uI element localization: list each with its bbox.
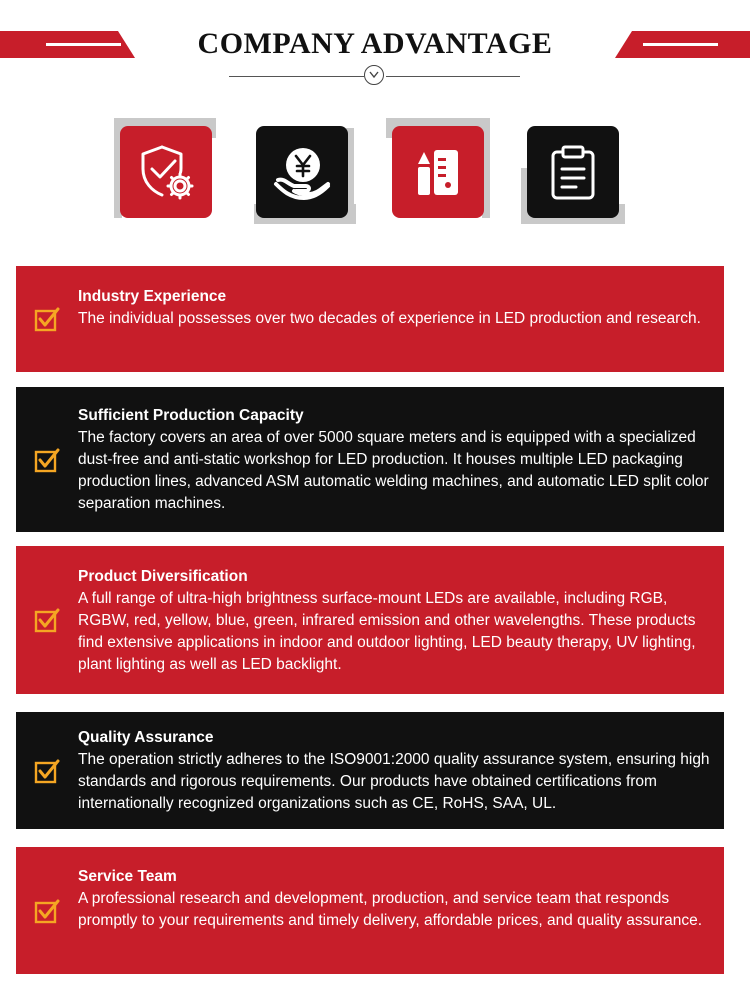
advantage-text: The individual possesses over two decades of experience in LED production and research. [78,310,701,327]
production-tools-tile [386,118,492,224]
checkbox-check-icon [34,898,60,924]
advantage-card-industry-experience [16,266,724,372]
checkbox-check-icon [34,306,60,332]
checkbox-check-icon [34,758,60,784]
advantage-card-quality-assurance [16,712,724,829]
checkbox-check-icon [34,607,60,633]
advantage-card-production-capacity [16,387,724,532]
chevron-down-icon [364,65,384,85]
clipboard-tile [521,118,627,224]
advantage-card-service-team [16,847,724,974]
advantage-title: Industry Experience [78,288,227,305]
advantage-title: Quality Assurance [78,729,214,746]
advantage-title: Service Team [78,868,177,885]
page-title: COMPANY ADVANTAGE [197,27,553,60]
advantage-text: A full range of ultra-high brightness surface-mount LEDs are available, including RGB, RGBW, red, yellow, blue, green, infrared emission and other wavelengths. These products find extensive applications in indoor and outdoor lighting, LED beauty therapy, UV lighting, plant lighting as well as LED backlight. [78,590,696,673]
shield-gear-tile [114,118,220,224]
advantage-text: A professional research and development, production, and service team that responds promptly to your requirements and timely delivery, affordable prices, and quality assurance. [78,890,703,929]
hand-coin-yen-icon [256,126,348,218]
advantage-title: Product Diversification [78,568,248,585]
checkbox-check-icon [34,447,60,473]
title-divider-left [229,76,364,77]
advantage-card-product-diversification [16,546,724,694]
title-divider-right [386,76,520,77]
clipboard-icon [527,126,619,218]
advantage-text: The factory covers an area of over 5000 square meters and is equipped with a specialized dust-free and anti-static workshop for LED production. It houses multiple LED packaging production lines, advanced ASM automatic welding machines, and automatic LED split color separation machines. [78,429,709,512]
advantage-text: The operation strictly adheres to the ISO9001:2000 quality assurance system, ensuring high standards and rigorous requirements. Our products have obtained certifications from internationally recognized organizations such as CE, RoHS, SAA, UL. [78,751,710,812]
hand-coin-tile [250,118,356,224]
advantage-title: Sufficient Production Capacity [78,407,304,424]
shield-gear-icon [120,126,212,218]
production-tools-icon [392,126,484,218]
